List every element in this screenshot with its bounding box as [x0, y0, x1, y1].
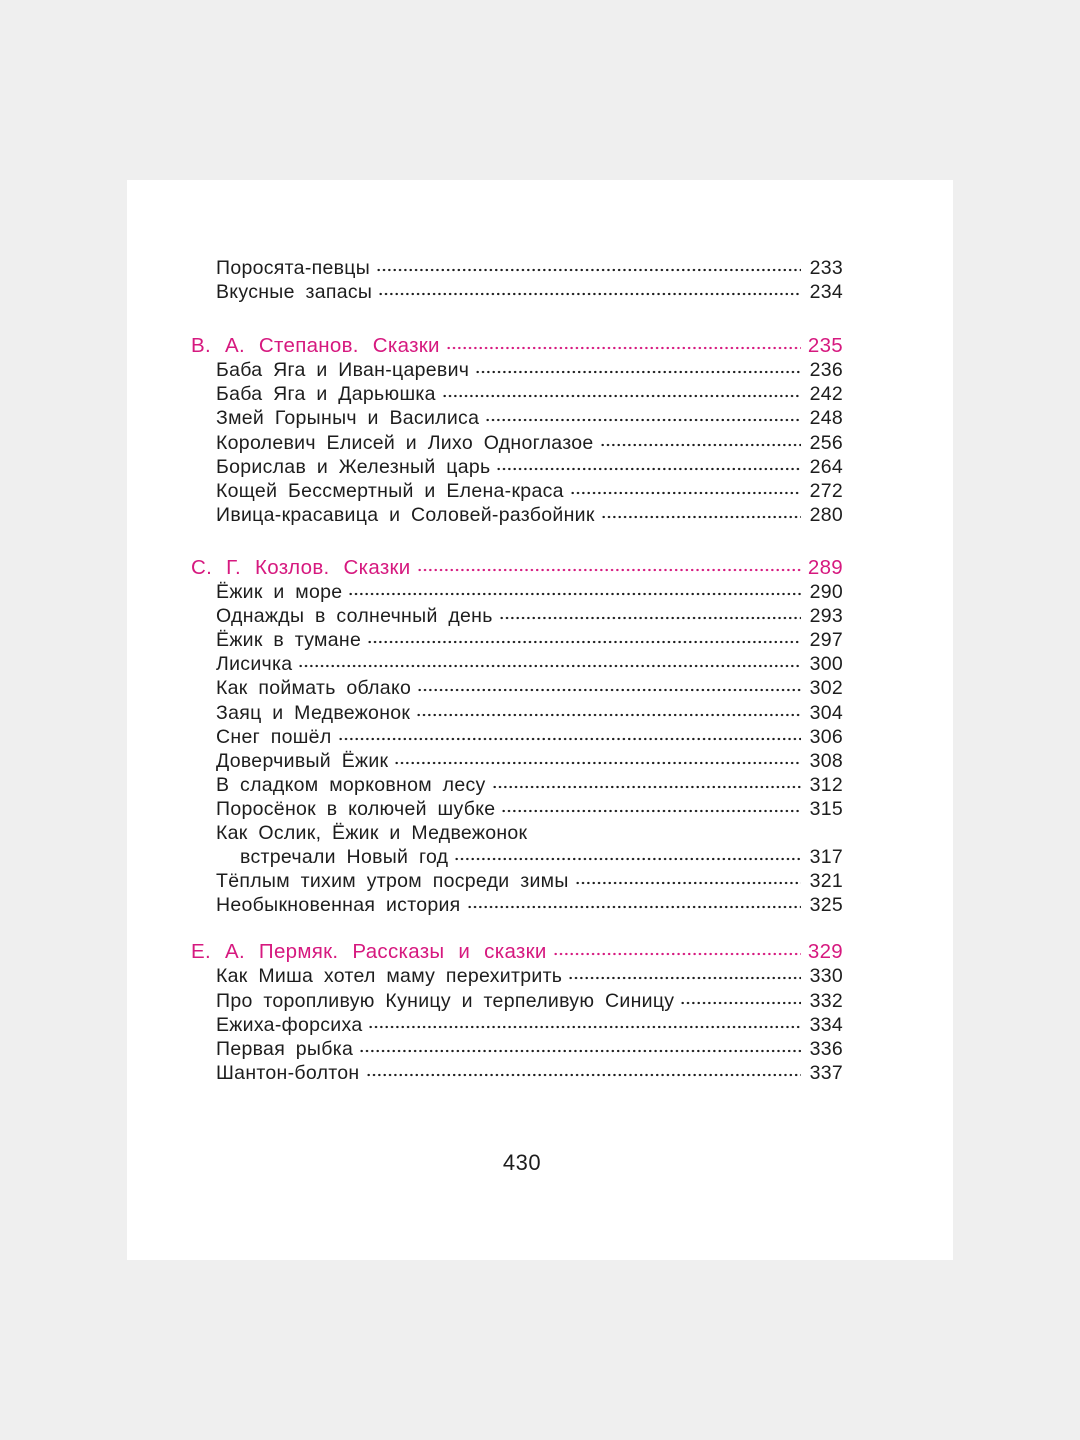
- dot-leader: [680, 1000, 801, 1006]
- toc-entry-title: Баба Яга и Дарьюшка: [216, 383, 436, 406]
- toc-entry: [191, 382, 843, 406]
- page-number: 430: [502, 1150, 542, 1175]
- toc-entry-page: 297: [809, 629, 843, 652]
- toc-entry: [191, 256, 843, 280]
- toc-entry-page: 332: [809, 989, 843, 1012]
- toc-entry: [191, 676, 843, 700]
- toc-entry-title: Кощей Бессмертный и Елена-краса: [216, 479, 564, 502]
- toc-entry-page: 308: [809, 749, 843, 772]
- toc-entry-title: Тёплым тихим утром посреди зимы: [216, 870, 569, 893]
- toc-entry-title-line1: Как Ослик, Ёжик и Медвежонок: [216, 821, 528, 844]
- toc-entry-page: 312: [809, 773, 843, 796]
- toc-entry: [191, 580, 843, 604]
- toc-entry: [191, 1013, 843, 1037]
- toc-entry: [191, 358, 843, 382]
- toc-entry: [191, 797, 843, 821]
- section-spacer: [191, 527, 843, 556]
- toc-entry: [191, 604, 843, 628]
- toc-entry-title: Поросята-певцы: [216, 257, 371, 279]
- toc-entry-title: Снег пошёл: [216, 725, 332, 748]
- toc-entry: [191, 406, 843, 430]
- toc-entry-title: Однажды в солнечный день: [216, 605, 493, 628]
- toc-entry-page: 325: [809, 894, 843, 917]
- dot-leader: [417, 567, 801, 573]
- dot-leader: [446, 345, 801, 351]
- toc-entry-title: Как Миша хотел маму перехитрить: [216, 965, 563, 988]
- dot-leader: [575, 880, 801, 886]
- toc-entry: [191, 989, 843, 1013]
- toc-entry: [191, 628, 843, 652]
- dot-leader: [416, 712, 801, 718]
- dot-leader: [553, 951, 801, 957]
- toc-entry: [191, 845, 843, 869]
- dot-leader: [501, 808, 801, 814]
- toc-entry-title: Как поймать облако: [216, 677, 412, 700]
- toc-entry-page: 315: [809, 797, 843, 820]
- toc-entry: [191, 503, 843, 527]
- toc-entry: [191, 701, 843, 725]
- toc-entry-title: Баба Яга и Иван-царевич: [216, 359, 470, 382]
- toc-entry-title: встречали Новый год: [240, 846, 449, 869]
- toc-entry-title: Ёжик в тумане: [216, 629, 362, 652]
- author-heading-page: 235: [807, 334, 843, 358]
- toc-author-heading: [191, 940, 843, 964]
- dot-leader: [492, 784, 801, 790]
- toc-entry: [191, 749, 843, 773]
- dot-leader: [568, 975, 801, 981]
- toc-entry-title: В сладком морковном лесу: [216, 773, 486, 796]
- toc-entry-page: 330: [809, 965, 843, 988]
- dot-leader: [394, 760, 801, 766]
- toc-entry: [191, 280, 843, 304]
- toc-entry-title: Вкусные запасы: [216, 281, 373, 304]
- toc-entry-title: Поросёнок в колючей шубке: [216, 797, 496, 820]
- toc-entry-title: Первая рыбка: [216, 1037, 354, 1060]
- section-spacer: [191, 917, 843, 940]
- section-spacer: [191, 304, 843, 334]
- dot-leader: [298, 663, 801, 669]
- toc-entry: [191, 773, 843, 797]
- toc-entry-title: Ёжик и море: [216, 581, 343, 604]
- dot-leader: [348, 591, 801, 597]
- toc-entry-page: 336: [809, 1037, 843, 1060]
- toc-entry-page: 236: [809, 359, 843, 382]
- toc-entry-title: Ивица-красавица и Соловей-разбойник: [216, 503, 595, 526]
- toc-entry: [191, 479, 843, 503]
- toc-entry-title: Лисичка: [216, 653, 293, 676]
- toc-entry-page: 293: [809, 605, 843, 628]
- author-heading-page: 329: [807, 940, 843, 964]
- dot-leader: [454, 856, 801, 862]
- toc-entry-title: Борислав и Железный царь: [216, 455, 491, 478]
- author-heading-title: В. А. Степанов. Сказки: [191, 334, 440, 358]
- toc-entry-page: 306: [809, 725, 843, 748]
- dot-leader: [485, 417, 801, 423]
- dot-leader: [499, 615, 801, 621]
- dot-leader: [378, 291, 801, 297]
- dot-leader: [367, 639, 801, 645]
- toc-entry-title: Королевич Елисей и Лихо Одноглазое: [216, 431, 594, 454]
- toc-entry: [191, 652, 843, 676]
- toc-entry-page: 302: [809, 677, 843, 700]
- toc-entry-page: 304: [809, 701, 843, 724]
- toc-entry-title: Заяц и Медвежонок: [216, 701, 411, 724]
- toc-entry-page: 337: [809, 1061, 843, 1084]
- toc-entry-title: Ежиха-форсиха: [216, 1013, 363, 1036]
- toc-entry-page: 248: [809, 407, 843, 430]
- toc-author-heading: [191, 334, 843, 358]
- dot-leader: [570, 490, 801, 496]
- toc-entry: [191, 725, 843, 749]
- dot-leader: [475, 369, 801, 375]
- toc-entry-title: Доверчивый Ёжик: [216, 749, 389, 772]
- toc-entry: [191, 1037, 843, 1061]
- dot-leader: [417, 687, 801, 693]
- toc-author-heading: [191, 556, 843, 580]
- toc-entry-page: 290: [809, 581, 843, 604]
- toc-entry: [191, 869, 843, 893]
- dot-leader: [338, 736, 802, 742]
- toc-entry: [191, 964, 843, 988]
- book-page: [127, 180, 953, 1260]
- dot-leader: [359, 1048, 801, 1054]
- toc-entry-page: 317: [809, 846, 843, 869]
- toc-entry: [191, 893, 843, 917]
- toc-entry-title: Змей Горыныч и Василиса: [216, 407, 480, 430]
- toc-entry-page: 256: [809, 431, 843, 454]
- toc-entry: [191, 431, 843, 455]
- dot-leader: [368, 1024, 801, 1030]
- author-heading-title: Е. А. Пермяк. Рассказы и сказки: [191, 940, 547, 964]
- dot-leader: [600, 442, 801, 448]
- toc-entry-page: 272: [809, 479, 843, 502]
- toc-entry-page: 233: [809, 257, 843, 279]
- toc-entry-page: 264: [809, 455, 843, 478]
- dot-leader: [376, 267, 801, 273]
- author-heading-page: 289: [807, 555, 843, 579]
- toc-entry-title: Про торопливую Куницу и терпеливую Синицу: [216, 989, 675, 1012]
- toc-entry-title: Шантон-болтон: [216, 1061, 360, 1084]
- toc-entry-title: Необыкновенная история: [216, 894, 461, 917]
- toc-entry-page: 300: [809, 653, 843, 676]
- toc-entry: [191, 1061, 843, 1085]
- author-heading-title: С. Г. Козлов. Сказки: [191, 555, 411, 579]
- dot-leader: [366, 1072, 802, 1078]
- toc-entry-page: 242: [809, 383, 843, 406]
- toc-entry-page: 280: [809, 503, 843, 526]
- dot-leader: [496, 466, 801, 472]
- dot-leader: [467, 904, 801, 910]
- toc-entry-page: 334: [809, 1013, 843, 1036]
- toc-entry-page: 321: [809, 870, 843, 893]
- toc-entry-page: 234: [809, 281, 843, 304]
- dot-leader: [601, 514, 801, 520]
- table-of-contents: [191, 256, 843, 1085]
- dot-leader: [442, 393, 801, 399]
- toc-entry: [191, 455, 843, 479]
- toc-entry-first-line: [191, 821, 843, 845]
